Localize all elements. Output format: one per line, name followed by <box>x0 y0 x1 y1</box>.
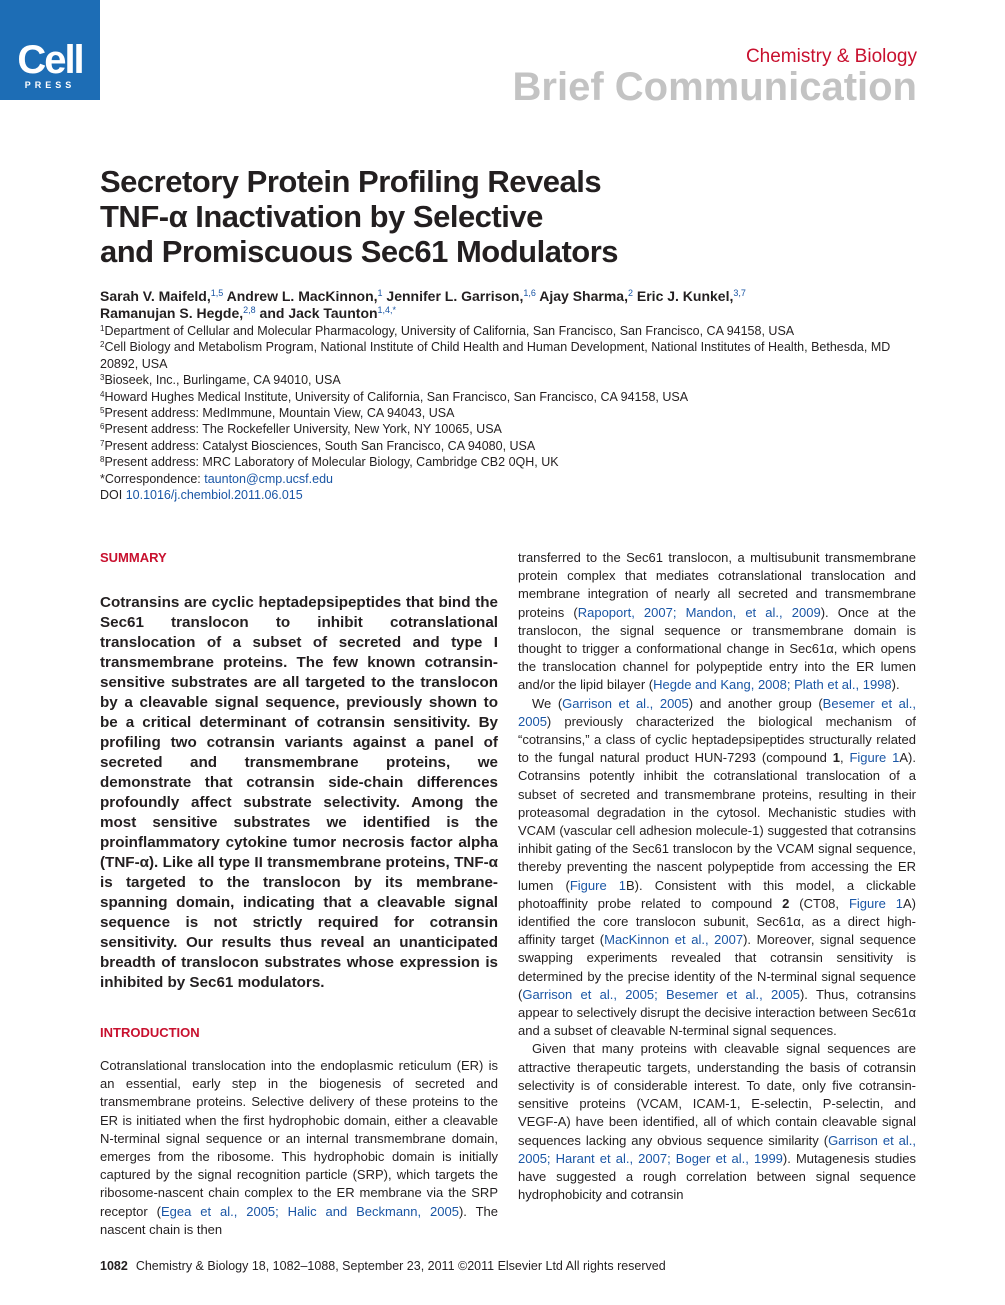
text-run: A) identified the core translocon subunit, Sec61α, as a direct high-affinity target ( <box>518 895 916 948</box>
citation-link[interactable]: Figure 1 <box>848 895 903 911</box>
introduction-paragraph <box>100 1057 498 1239</box>
affiliation: $^5$Present address: MedImmune, Mountain View, CA 94043, USA <box>100 406 455 421</box>
author-name: Jennifer L. Garrison, <box>382 288 524 304</box>
correspondence-email-link[interactable]: taunton@cmp.ucsf.edu <box>204 471 333 486</box>
journal-name: Chemistry & Biology <box>745 46 917 67</box>
author-name: and Jack Taunton <box>255 305 378 321</box>
compound-number: 2 <box>782 895 790 911</box>
text-run: ). The nascent chain is then <box>100 1203 498 1237</box>
text-run: (CT08, <box>789 895 849 911</box>
text-run: ). Once at the translocon, the signal sequence or transmembrane domain is thought to trigger a conformational change in Sec61α, which opens the translocation channel for polypeptide entry into the ER lumen and/or the lipid bilayer ( <box>518 604 916 693</box>
affiliation: $^8$Present address: MRC Laboratory of Molecular Biology, Cambridge CB2 0QH, UK <box>100 455 559 470</box>
author-affiliation-marker[interactable]: 2 <box>627 288 633 298</box>
citation-link[interactable]: Garrison et al., 2005; Besemer et al., 2005 <box>522 986 800 1002</box>
affiliation: $^4$Howard Hughes Medical Institute, University of California, San Francisco, San Francisco, CA 94158, USA <box>100 389 689 404</box>
text-run: ). Mutagenesis studies have suggested a rough correlation between signal sequence hydrophobicity and cotransin <box>518 1150 916 1203</box>
affiliation: $^6$Present address: The Rockefeller University, New York, NY 10065, USA <box>100 422 502 437</box>
article-title <box>100 164 740 269</box>
author-name: Ajay Sharma, <box>535 288 628 304</box>
citation-link[interactable]: Hegde and Kang, 2008; Plath et al., 1998 <box>653 677 892 693</box>
logo-main-text: Cell <box>17 38 83 82</box>
text-run: A). Cotransins potently inhibit the cotranslational translocation of a subset of secreted and transmembrane proteins, resulting in their proteasomal degradation in the cytosol. Mechanistic studies with VCAM (vascular cell adhesion molecule-1) suggested that cotransins inhibit gating of the Sec61 translocon by the VCAM signal sequence, thereby preventing the nascent polypeptide from accessing the ER lumen ( <box>518 750 916 893</box>
citation-link[interactable]: Garrison et al., 2005 <box>562 695 689 711</box>
text-run: ). Moreover, signal sequence swapping experiments revealed that cotransin sensitivity is determined by the precise identity of the N-terminal signal sequence ( <box>518 932 916 1002</box>
introduction-heading: INTRODUCTION <box>100 1025 200 1040</box>
page-footer <box>100 1258 666 1274</box>
affiliation: $^1$Department of Cellular and Molecular Pharmacology, University of California, San Francisco, San Francisco, CA 94158, USA <box>100 324 795 338</box>
logo-sub-text: PRESS <box>24 80 76 90</box>
compound-number: 1 <box>832 750 840 766</box>
cell-press-logo <box>0 0 100 100</box>
citation-link[interactable]: Rapoport, 2007; Mandon, et al., 2009 <box>577 604 821 620</box>
body-paragraph <box>518 549 916 695</box>
article-section: Brief Communication <box>512 65 917 109</box>
author-name: Eric J. Kunkel, <box>633 288 734 304</box>
text-run: ). <box>891 677 900 693</box>
body-paragraph <box>518 1040 916 1204</box>
summary-text: Cotransins are cyclic heptadepsipeptides that bind the Sec61 translocon to inhibit cotranslational translocation of a subset of secreted and type I transmembrane proteins. The few known cotransin-sensitive substrates are all targeted to the translocon by a cleavable signal sequence, previously shown to be a critical determinant of cotransin sensitivity. By profiling two cotransin variants against a panel of secreted and transmembrane proteins, we demonstrate that cotransin side-chain differences profoundly affect substrate selectivity. Among the most sensitive substrates we identified is the proinflammatory cytokine tumor necrosis factor alpha (TNF-α). Like all type II transmembrane proteins, TNF-α is targeted to the translocon by its membrane-spanning domain, indicating that a cleavable signal sequence is not strictly required for cotransin sensitivity. Our results thus reveal an unanticipated breadth of translocon substrates whose expression is inhibited by Sec61 modulators. <box>100 594 498 991</box>
citation-link[interactable]: MacKinnon et al., 2007 <box>604 932 744 948</box>
left-column <box>100 549 498 1239</box>
author-affiliation-marker[interactable]: 1 <box>377 288 383 298</box>
author-affiliation-marker[interactable]: 1,6 <box>523 288 536 298</box>
body-paragraph <box>518 695 916 1041</box>
doi: DOI 10.1016/j.chembiol.2011.06.015 <box>100 488 303 503</box>
text-run: Cotranslational translocation into the endoplasmic reticulum (ER) is an essential, early step in the biogenesis of secreted and transmembrane proteins. Selective delivery of these proteins to the ER is initiated when the first hydrophobic domain, either a cleavable N-terminal signal sequence or an internal transmembrane domain, emerges from the ribosome. This hydrophobic domain is initially captured by the signal recognition particle (SRP), which targets the ribosome-nascent chain complex to the ER membrane via the SRP receptor ( <box>100 1058 498 1219</box>
text-run: ). Thus, cotransins appear to selectively disrupt the decisive interaction between Sec61α and a subset of cleavable N-terminal signal sequences. <box>518 986 916 1039</box>
citation-link[interactable]: Figure 1 <box>849 750 900 766</box>
author-affiliation-marker[interactable]: 1,4,* <box>377 305 397 315</box>
citation-link[interactable]: Besemer et al., 2005 <box>518 695 916 729</box>
summary-heading: SUMMARY <box>100 550 167 565</box>
author-name: Andrew L. MacKinnon, <box>223 288 378 304</box>
author-affiliation-marker[interactable]: 3,7 <box>733 288 746 298</box>
citation-link[interactable]: Egea et al., 2005; Halic and Beckmann, 2005 <box>160 1203 459 1219</box>
author-name: Sarah V. Maifeld, <box>100 288 211 304</box>
affiliation: $^7$Present address: Catalyst Biosciences, South San Francisco, CA 94080, USA <box>100 438 536 453</box>
author-affiliation-marker[interactable]: 1,5 <box>210 288 224 298</box>
citation-link[interactable]: Figure 1 <box>569 877 626 893</box>
author-list <box>100 288 910 322</box>
doi-link[interactable]: 10.1016/j.chembiol.2011.06.015 <box>125 488 303 503</box>
text-run: transferred to the Sec61 translocon, a multisubunit transmembrane protein complex that mediates cotranslational translocation and membrane integration of nearly all secreted and transmembrane proteins ( <box>518 550 916 620</box>
title-line: and Promiscuous Sec61 Modulators <box>100 234 619 269</box>
affiliation: $^3$Bioseek, Inc., Burlingame, CA 94010, USA <box>100 373 341 388</box>
text-run: ) previously characterized the biological mechanism of “cotransins,” a class of cyclic heptadepsipeptides structurally related to the fungal natural product HUN-7293 (compound <box>518 713 916 766</box>
title-line: TNF-α Inactivation by Selective <box>100 199 543 234</box>
text-run: ) and another group ( <box>688 695 823 711</box>
affiliation: $^2$Cell Biology and Metabolism Program, National Institute of Child Health and Human Development, National Institutes of Health, Bethesda, MD 20892, USA <box>100 340 891 371</box>
correspondence: *Correspondence: taunton@cmp.ucsf.edu <box>100 471 333 486</box>
text-run: B). Consistent with this model, a clickable photoaffinity probe related to compound <box>518 877 916 911</box>
author-name: Ramanujan S. Hegde, <box>100 305 244 321</box>
page-number: 1082 <box>100 1259 128 1273</box>
affiliation-list <box>100 323 920 503</box>
citation-link[interactable]: Garrison et al., 2005; Harant et al., 2007; Boger et al., 1999 <box>518 1132 916 1166</box>
right-column <box>518 549 916 1204</box>
text-run: We ( <box>532 695 563 711</box>
title-line: Secretory Protein Profiling Reveals <box>100 164 602 199</box>
text-run: Given that many proteins with cleavable signal sequences are attractive therapeutic targets, understanding the basis of cotransin selectivity is of considerable interest. To date, only five cotransin-sensitive proteins (VCAM, ICAM-1, E-selectin, P-selectin, and VEGF-A) have been identified, all of which contain cleavable signal sequences lacking any obvious sequence similarity ( <box>518 1041 916 1148</box>
text-run: , <box>839 750 850 766</box>
journal-citation: Chemistry & Biology 18, 1082–1088, September 23, 2011 ©2011 Elsevier Ltd All rights reserved <box>135 1259 666 1273</box>
author-affiliation-marker[interactable]: 2,8 <box>243 305 256 315</box>
